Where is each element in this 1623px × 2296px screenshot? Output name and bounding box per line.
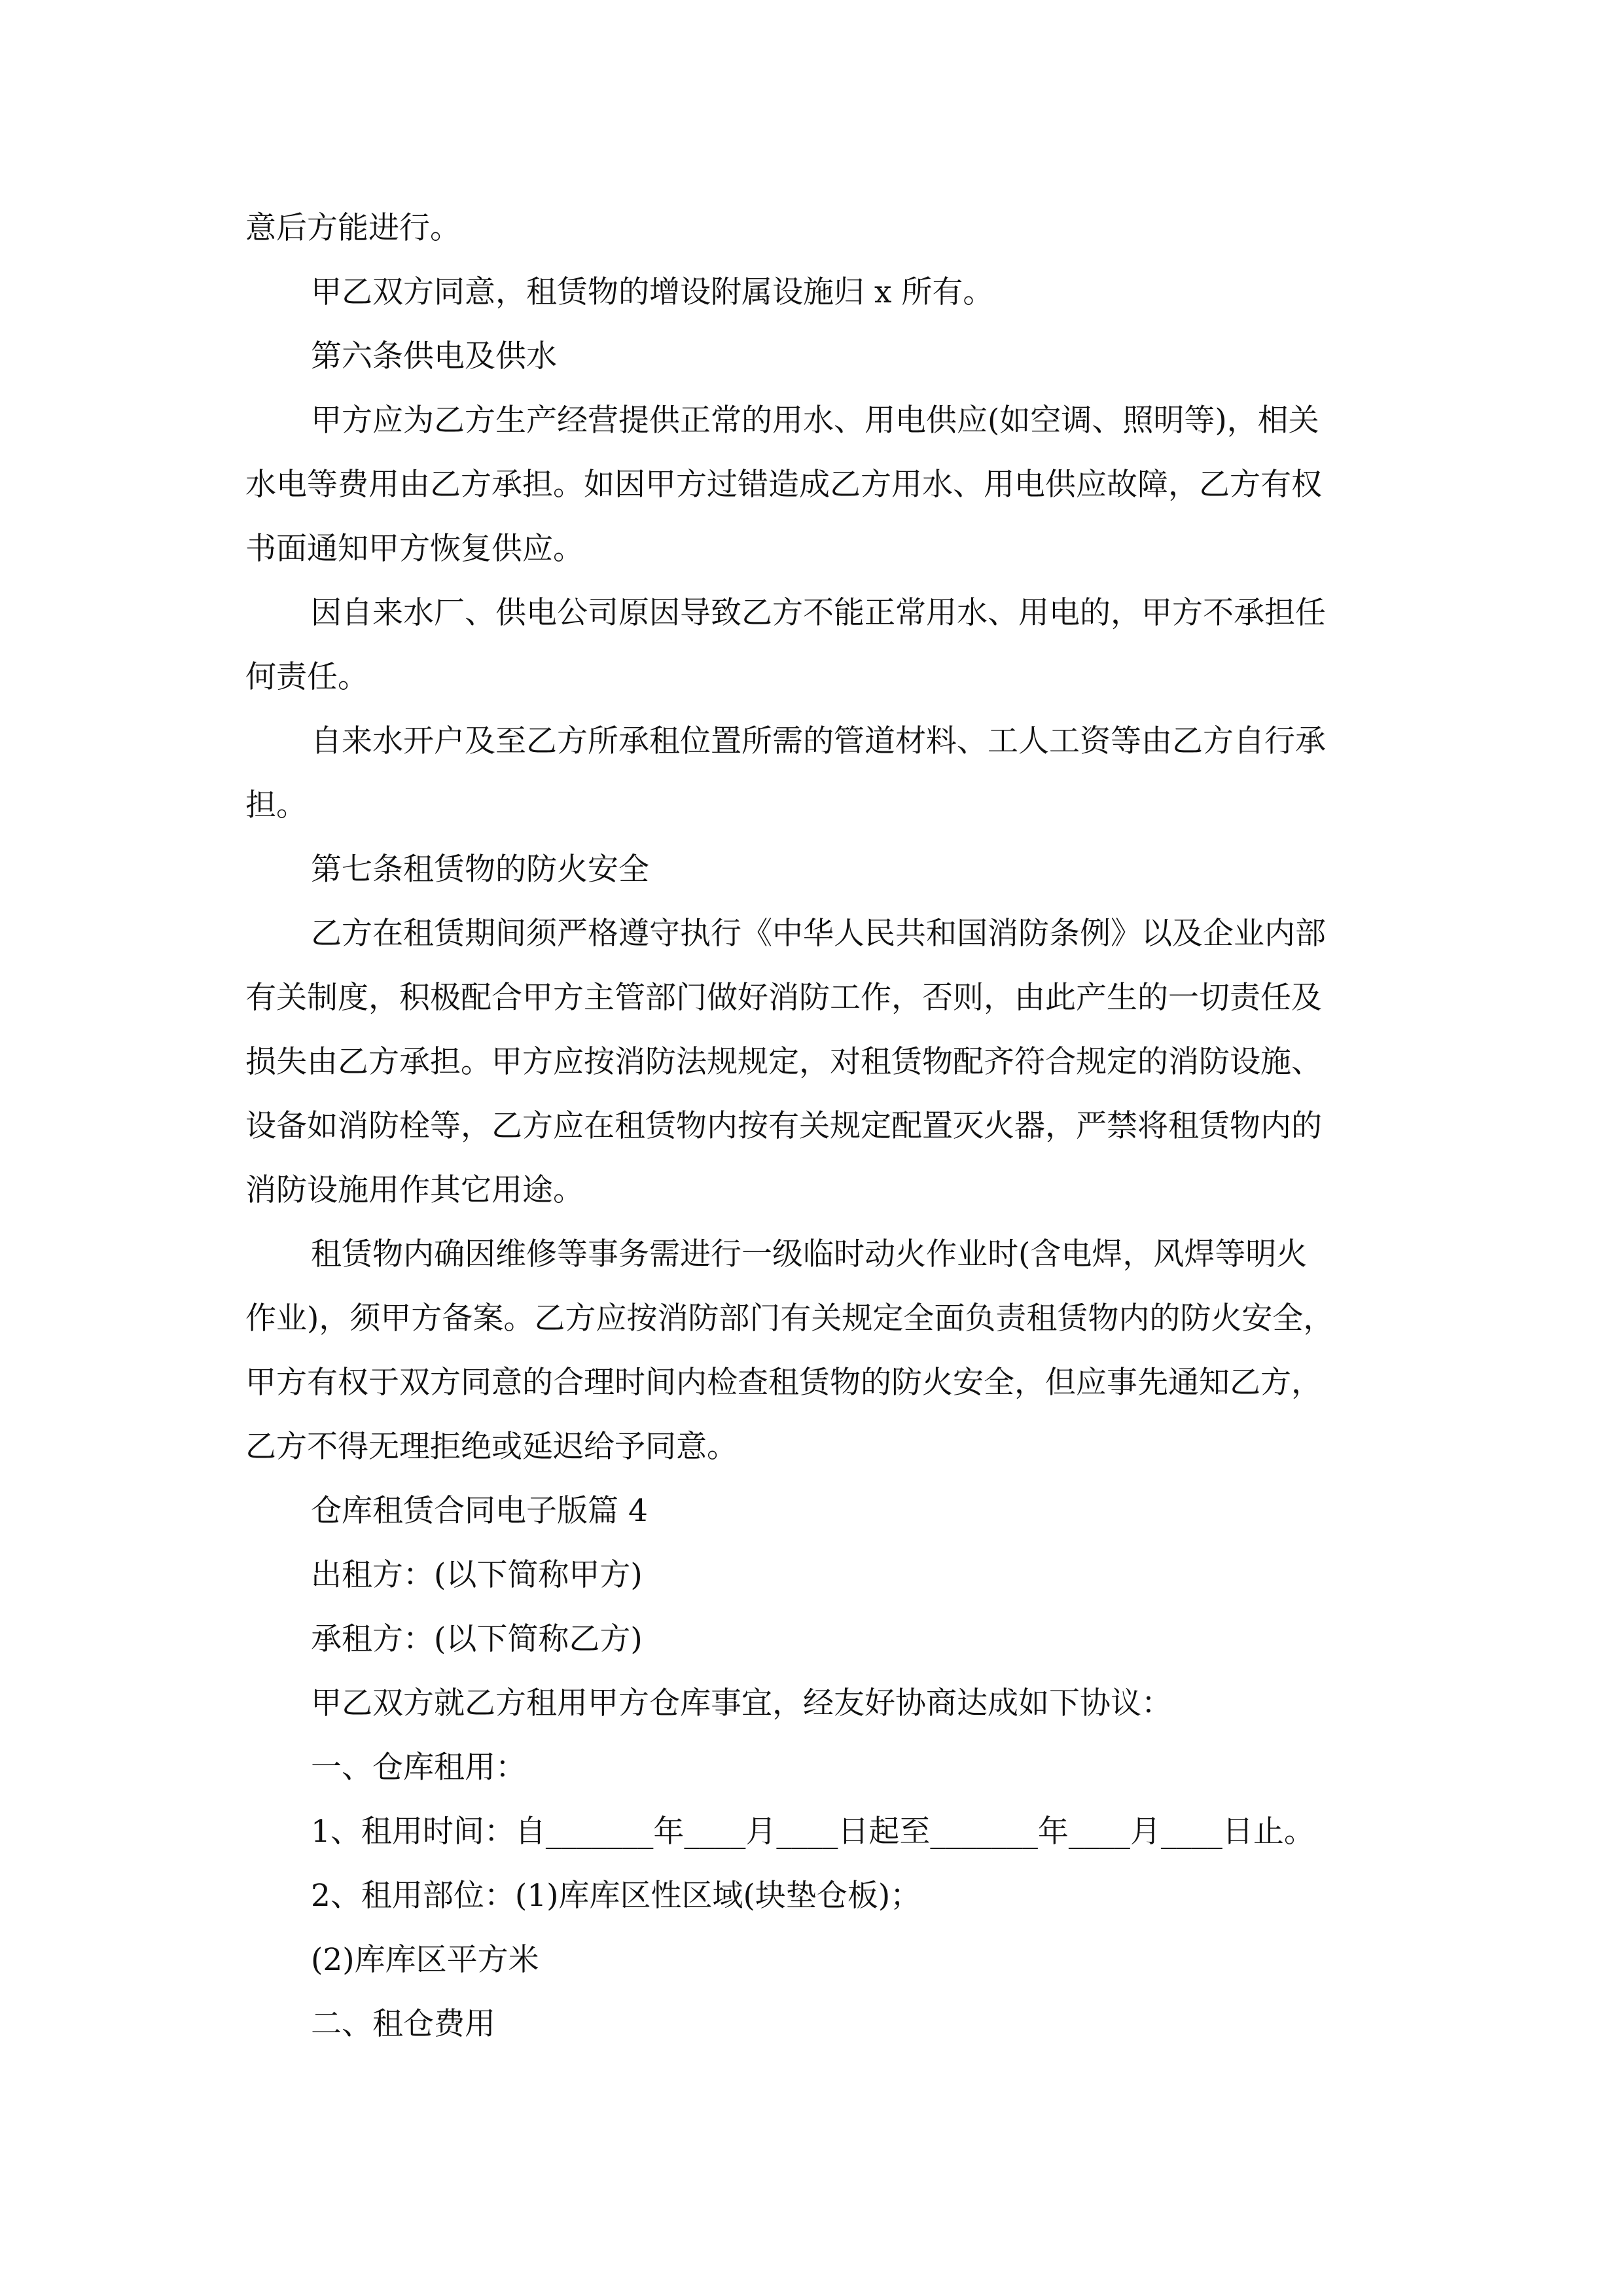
section-heading: 二、租仓费用 (311, 2006, 495, 2042)
paragraph-line: 担。 (245, 787, 307, 823)
paragraph-line: 因自来水厂、供电公司原因导致乙方不能正常用水、用电的，甲方不承担任 (311, 595, 1326, 631)
paragraph-line: 损失由乙方承担。甲方应按消防法规规定，对租赁物配齐符合规定的消防设施、 (245, 1044, 1322, 1080)
party-line: 出租方：(以下简称甲方) (311, 1557, 643, 1593)
paragraph-line: 自来水开户及至乙方所承租位置所需的管道材料、工人工资等由乙方自行承 (311, 723, 1326, 759)
section-heading: 一、仓库租用： (311, 1749, 526, 1785)
paragraph-line: 书面通知甲方恢复供应。 (245, 531, 584, 567)
clause-line: 1、租用时间：自_______年____月____日起至_______年____月____日止。 (311, 1814, 1315, 1850)
paragraph-line: 甲乙双方同意，租赁物的增设附属设施归 x 所有。 (311, 274, 994, 310)
paragraph-line: 有关制度，积极配合甲方主管部门做好消防工作，否则，由此产生的一切责任及 (245, 980, 1322, 1016)
paragraph-line: 作业)，须甲方备案。乙方应按消防部门有关规定全面负责租赁物内的防火安全， (245, 1300, 1334, 1336)
paragraph-line: 乙方在租赁期间须严格遵守执行《中华人民共和国消防条例》以及企业内部 (311, 916, 1326, 952)
paragraph-line: 租赁物内确因维修等事务需进行一级临时动火作业时(含电焊，风焊等明火 (311, 1236, 1308, 1272)
paragraph-line: 水电等费用由乙方承担。如因甲方过错造成乙方用水、用电供应故障，乙方有权 (245, 467, 1322, 503)
clause-line: (2)库库区平方米 (311, 1942, 539, 1978)
document-body (245, 196, 1397, 2056)
clause-line: 2、租用部位：(1)库库区性区域(块垫仓板)； (311, 1878, 921, 1914)
paragraph-line: 何责任。 (245, 659, 368, 695)
section-heading: 第六条供电及供水 (311, 338, 557, 374)
paragraph-line: 设备如消防栓等，乙方应在租赁物内按有关规定配置灭火器，严禁将租赁物内的 (245, 1108, 1322, 1144)
paragraph-line: 甲方应为乙方生产经营提供正常的用水、用电供应(如空调、照明等)，相关 (311, 403, 1319, 439)
paragraph-line: 意后方能进行。 (245, 210, 461, 246)
party-line: 承租方：(以下简称乙方) (311, 1621, 643, 1657)
paragraph-line: 消防设施用作其它用途。 (245, 1172, 584, 1208)
paragraph-line: 甲方有权于双方同意的合理时间内检查租赁物的防火安全，但应事先通知乙方， (245, 1365, 1322, 1401)
paragraph-line: 甲乙双方就乙方租用甲方仓库事宜，经友好协商达成如下协议： (311, 1685, 1172, 1721)
section-heading: 第七条租赁物的防火安全 (311, 852, 649, 888)
paragraph-line: 乙方不得无理拒绝或延迟给予同意。 (245, 1429, 738, 1465)
section-heading: 仓库租赁合同电子版篇 4 (311, 1493, 648, 1529)
